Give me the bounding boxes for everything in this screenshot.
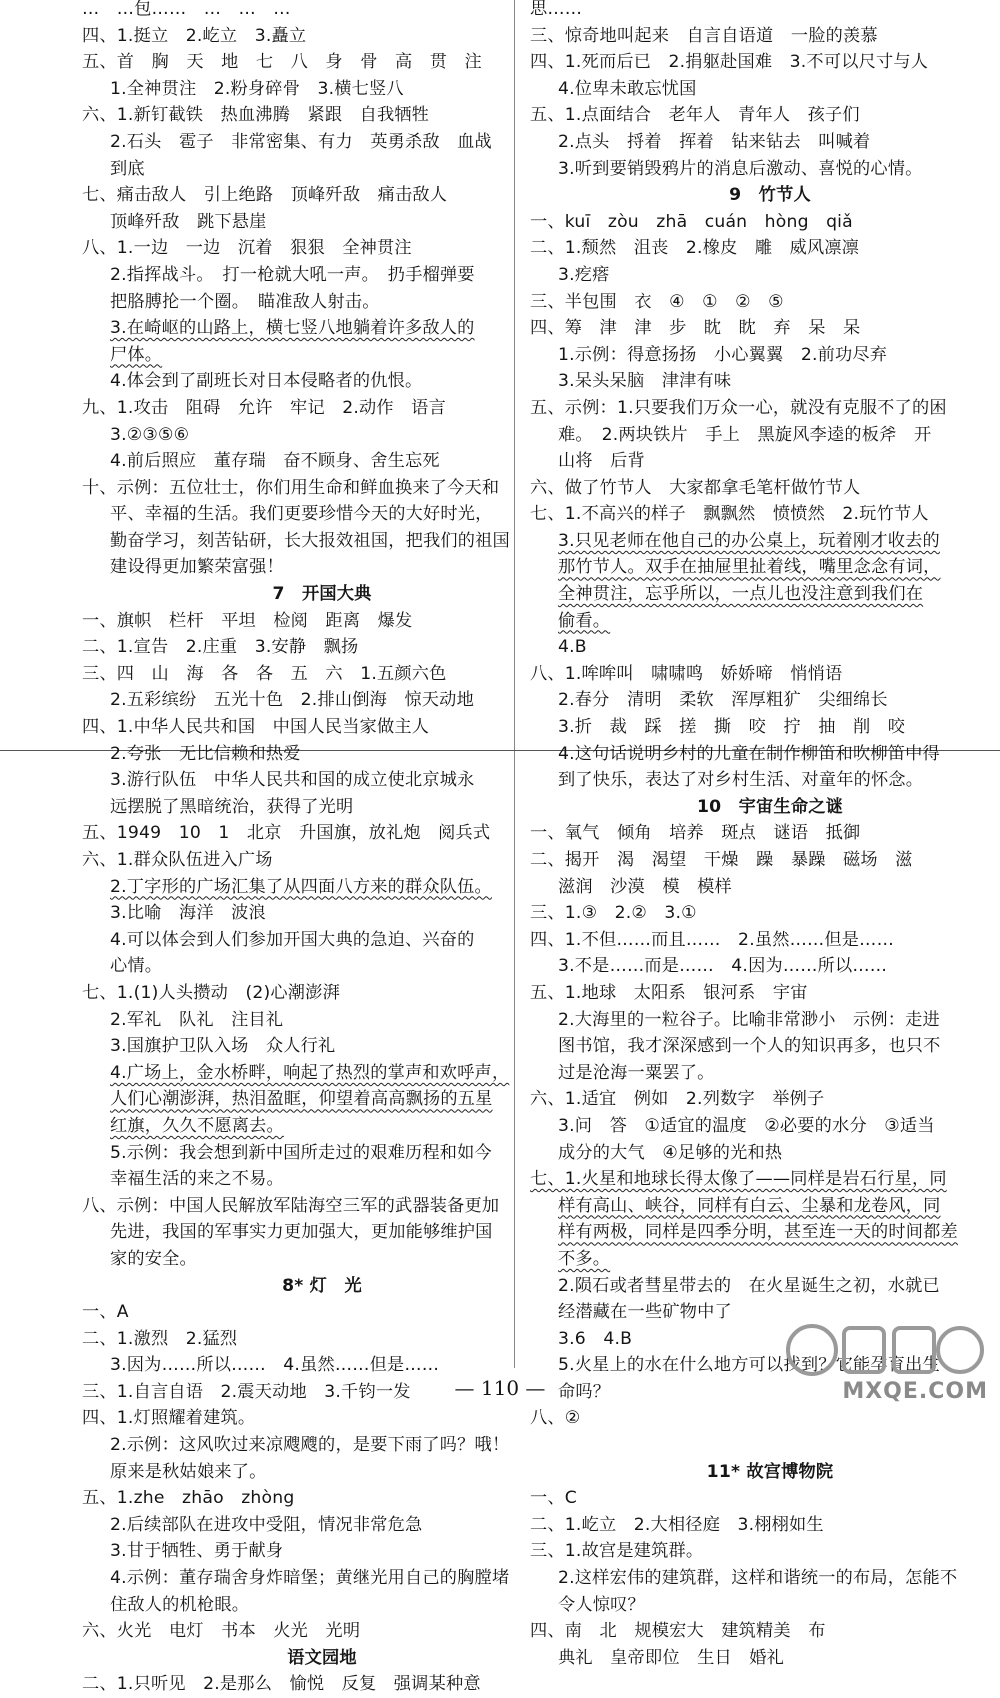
answer-line: 2.大海里的一粒谷子。比喻非常渺小 示例：走进: [558, 1009, 940, 1030]
answer-line: 3.6 4.B: [558, 1328, 633, 1349]
answer-line: 到了快乐，表达了对乡村生活、对童年的怀念。: [558, 770, 924, 791]
answer-line: 原来是秋姑娘来了。: [110, 1461, 267, 1482]
answer-line: 3.不是……而是…… 4.因为……所以……: [558, 956, 888, 977]
answer-line: 3.比喻 海洋 波浪: [110, 903, 266, 924]
answer-line: [530, 1246, 1000, 1273]
left-column: [82, 0, 562, 1698]
answer-line: 一、C: [530, 1488, 577, 1509]
answer-line: 四、筹 津 津 步 眈 眈 弃 呆 呆: [530, 318, 861, 339]
answer-line: 经潜藏在一些矿物中了: [558, 1302, 732, 1323]
answer-line: 2.五彩缤纷 五光十色 2.排山倒海 惊天动地: [110, 690, 474, 711]
answer-line: 二、1.颓然 沮丧 2.橡皮 雕 威风凛凛: [530, 238, 860, 259]
wavy-underlined-answer: 2.丁字形的广场汇集了从四面八方来的群众队伍。: [110, 876, 492, 897]
answer-line: 成分的大气 ④足够的光和热: [558, 1142, 783, 1163]
answer-line: 图书馆，我才深深感到一个人的知识再多，也只不: [558, 1036, 941, 1057]
answer-stamp-icon: [782, 1320, 992, 1380]
answer-line: 5.示例：我会想到新中国所走过的艰难历程和如今: [110, 1142, 492, 1163]
answer-line: 2.点头 捋着 挥着 钻来钻去 叫喊着: [558, 131, 871, 152]
answer-line: 幸福生活的来之不易。: [110, 1169, 284, 1190]
right-column: [530, 0, 1000, 1671]
wavy-underlined-answer: 那竹节人。双手在抽屉里扯着线，嘴里念念有词，: [558, 557, 941, 578]
page-number: — 110 —: [454, 1376, 546, 1400]
wavy-underlined-answer: 4.广场上，金水桥畔，响起了热烈的掌声和欢呼声，: [110, 1062, 510, 1083]
answer-line: [530, 1166, 1000, 1193]
answer-line: 五、示例：1.只要我们万众一心，就没有克服不了的困: [530, 397, 947, 418]
answer-line: 八、②: [530, 1408, 581, 1429]
answer-line: 六、1.群众队伍进入广场: [82, 850, 273, 870]
answer-line: 先进，我国的军事实力更加强大，更加能够维护国: [110, 1222, 493, 1243]
answer-line: 一、A: [82, 1302, 129, 1323]
answer-line: [82, 1060, 562, 1087]
answer-line: 八、1.哞哞叫 啸啸鸣 娇娇啼 悄悄语: [530, 663, 843, 684]
answer-line: 1.全神贯注 2.粉身碎骨 3.横七竖八: [110, 78, 404, 99]
wavy-underlined-answer: 全神贯注，忘乎所以，一点儿也没注意到我们在: [558, 584, 924, 605]
answer-line: 到底: [110, 158, 145, 179]
answer-line: 思……: [530, 0, 583, 19]
answer-line: 3.折 裁 踩 搓 撕 咬 拧 抽 削 咬: [558, 717, 906, 738]
answer-line: 六、1.新钉截铁 热血沸腾 紧跟 自我牺牲: [82, 105, 430, 126]
answer-line: 2.陨石或者彗星带去的 在火星诞生之初，水就已: [558, 1275, 940, 1296]
answer-line: 3.因为……所以…… 4.虽然……但是……: [110, 1355, 440, 1376]
answer-line: 心情。: [110, 956, 163, 977]
answer-line: 4.B: [558, 637, 587, 658]
answer-line: 四、1.灯照耀着建筑。: [82, 1408, 256, 1429]
answer-line: 三、四 山 海 各 各 五 六 1.五颜六色: [82, 663, 447, 684]
answer-line: 命吗？: [558, 1381, 611, 1402]
wavy-underlined-answer: 红旗，久久不愿离去。: [110, 1115, 284, 1136]
answer-line: 2.军礼 队礼 注目礼: [110, 1009, 284, 1030]
wavy-underlined-answer: 不多。: [558, 1248, 611, 1269]
answer-line: 四、1.挺立 2.屹立 3.矗立: [82, 25, 307, 46]
answer-line: 远摆脱了黑暗统治，获得了光明: [110, 796, 354, 817]
answer-line: [530, 608, 1000, 635]
answer-line: 五、1.zhe zhāo zhòng: [82, 1488, 295, 1509]
wavy-underlined-answer: 样有两极，同样是四季分明，甚至连一天的时间都差: [558, 1222, 958, 1243]
answer-line: 2.示例：这风吹过来凉飕飕的，是要下雨了吗？哦！: [110, 1435, 510, 1456]
section-heading: 9 竹节人: [729, 185, 811, 206]
wavy-underlined-answer: 3.只见老师在他自己的办公桌上，玩着刚才收去的: [558, 530, 940, 551]
answer-line: 5.火星上的水在什么地方可以找到？它能孕育出生: [558, 1355, 940, 1376]
answer-line: 四、南 北 规模宏大 建筑精美 布: [530, 1621, 826, 1642]
answer-line: [530, 528, 1000, 555]
answer-line: 2.这样宏伟的建筑群，这样和谐统一的布局，怎能不: [558, 1568, 958, 1589]
answer-line: 3.②③⑤⑥: [110, 424, 190, 445]
answer-line: 勤奋学习，刻苦钻研，长大报效祖国，把我们的祖国: [110, 530, 510, 551]
answer-line: 一、旗帜 栏杆 平坦 检阅 距离 爆发: [82, 610, 413, 631]
answer-line: [530, 581, 1000, 608]
answer-line: 顶峰歼敌 跳下悬崖: [110, 211, 267, 232]
answer-line: 难。 2.两块铁片 手上 黑旋风李逵的板斧 开: [558, 424, 932, 445]
answer-line: 典礼 皇帝即位 生日 婚礼: [558, 1647, 785, 1668]
answer-line: 三、1.自言自语 2.震天动地 3.千钧一发: [82, 1381, 411, 1402]
section-heading: 11* 故宫博物院: [706, 1461, 834, 1482]
answer-line: 五、首 胸 天 地 七 八 身 骨 高 贯 注: [82, 52, 482, 73]
answer-line: 滋润 沙漠 模 模样: [558, 876, 732, 897]
answer-line: 3.问 答 ①适宜的温度 ②必要的水分 ③适当: [558, 1115, 935, 1136]
answer-line: 3.国旗护卫队入场 众人行礼: [110, 1036, 336, 1057]
answer-line: 七、1.(1)人头攒动 (2)心潮澎湃: [82, 982, 340, 1003]
answer-line: 3.甘于牺牲、勇于献身: [110, 1541, 284, 1562]
answer-line: 三、半包围 衣 ④ ① ② ⑤: [530, 291, 784, 312]
answer-line: 3.疙瘩: [558, 264, 610, 285]
answer-line: 五、1.点面结合 老年人 青年人 孩子们: [530, 105, 860, 126]
answer-line: 八、示例：中国人民解放军陆海空三军的武器装备更加: [82, 1195, 500, 1216]
answer-line: 一、kuī zòu zhā cuán hòng qiǎ: [530, 211, 853, 232]
answer-line: 4.前后照应 董存瑞 奋不顾身、舍生忘死: [110, 451, 440, 472]
answer-line: 二、1.激烈 2.猛烈: [82, 1328, 238, 1349]
answer-line: 3.听到要销毁鸦片的消息后激动、喜悦的心情。: [558, 158, 923, 179]
watermark: [782, 1320, 992, 1404]
answer-line: 二、1.宣告 2.庄重 3.安静 飘扬: [82, 637, 359, 658]
section-heading: 7 开国大典: [272, 584, 372, 605]
answer-line: [530, 1432, 1000, 1459]
answer-line: 住敌人的机枪眼。: [110, 1594, 250, 1615]
answer-line: 2.石头 雹子 非常密集、有力 英勇杀敌 血战: [110, 131, 492, 152]
answer-line: 把胳膊抡一个圈。 瞄准敌人射击。: [110, 291, 380, 312]
wavy-underlined-answer: 样有高山、峡谷，同样有白云、尘暴和龙卷风，同: [558, 1195, 941, 1216]
answer-line: 七、1.不高兴的样子 飘飘然 愤愤然 2.玩竹节人: [530, 504, 929, 525]
answer-line: 二、1.屹立 2.大相径庭 3.栩栩如生: [530, 1514, 824, 1535]
answer-line: 五、1.地球 太阳系 银河系 宇宙: [530, 982, 808, 1003]
answer-line: 四、1.死而后已 2.捐躯赴国难 3.不可以尺寸与人: [530, 52, 929, 73]
answer-line: 3.呆头呆脑 津津有味: [558, 371, 732, 392]
wavy-underlined-answer: 3.在崎岖的山路上，横七竖八地躺着许多敌人的: [110, 318, 475, 339]
answer-line: 二、揭开 渴 渴望 干燥 躁 暴躁 磁场 滋: [530, 850, 913, 870]
wavy-underlined-answer: 尸体。: [110, 344, 163, 365]
answer-line: 4.位卑未敢忘忧国: [558, 78, 697, 99]
answer-line: 五、1949 10 1 北京 升国旗，放礼炮 阅兵式: [82, 823, 491, 844]
answer-line: [82, 874, 562, 901]
answer-line: 八、1.一边 一边 沉着 狠狠 全神贯注: [82, 238, 412, 259]
answer-line: 山将 后背: [558, 451, 645, 472]
answer-line: 三、1.故宫是建筑群。: [530, 1541, 704, 1562]
answer-line: 3.游行队伍 中华人民共和国的成立使北京城永: [110, 770, 475, 791]
answer-line: 三、1.③ 2.② 3.①: [530, 903, 697, 924]
answer-line: [530, 554, 1000, 581]
answer-line: 四、1.中华人民共和国 中国人民当家做主人: [82, 717, 430, 738]
answer-line: 二、1.只听见 2.是那么 愉悦 反复 强调某种意: [82, 1674, 481, 1695]
wavy-underlined-answer: 七、1.火星和地球长得太像了——同样是岩石行星，同: [530, 1169, 947, 1190]
answer-line: [82, 1086, 562, 1113]
answer-line: 四、1.不但……而且…… 2.虽然……但是……: [530, 929, 894, 950]
answer-line: 七、痛击敌人 引上绝路 顶峰歼敌 痛击敌人: [82, 185, 448, 206]
wavy-underlined-answer: 偷看。: [558, 610, 611, 631]
answer-line: 2.夸张 无比信赖和热爱: [110, 743, 301, 764]
watermark-text: MXQE.COM: [842, 1379, 988, 1404]
answer-line: 家的安全。: [110, 1248, 197, 1269]
answer-line: 4.体会到了副班长对日本侵略者的仇恨。: [110, 371, 423, 392]
answer-line: [530, 1219, 1000, 1246]
answer-line: 2.指挥战斗。 打一枪就大吼一声。 扔手榴弹要: [110, 264, 475, 285]
answer-line: [82, 342, 562, 369]
answer-line: 一、氧气 倾角 培养 斑点 谜语 抵御: [530, 823, 861, 844]
answer-line: 2.后续部队在进攻中受阻，情况非常危急: [110, 1514, 423, 1535]
answer-line: [530, 1193, 1000, 1220]
answer-line: 六、1.适宜 例如 2.列数字 举例子: [530, 1089, 825, 1110]
answer-line: 六、火光 电灯 书本 火光 光明: [82, 1621, 361, 1642]
answer-line: [82, 1113, 562, 1140]
answer-line: … …包…… … … …: [82, 0, 291, 19]
section-heading: 语文园地: [287, 1647, 357, 1668]
answer-line: 令人惊叹？: [558, 1594, 645, 1615]
answer-line: 4.示例：董存瑞舍身炸暗堡；黄继光用自己的胸膛堵: [110, 1568, 510, 1589]
answer-line: 过是沧海一粟罢了。: [558, 1062, 715, 1083]
section-heading: 8* 灯 光: [282, 1275, 362, 1296]
answer-line: 4.这句话说明乡村的儿童在制作柳笛和吹柳笛中得: [558, 743, 940, 764]
answer-line: 十、示例：五位壮士，你们用生命和鲜血换来了今天和: [82, 477, 500, 498]
answer-line: 2.春分 清明 柔软 浑厚粗犷 尖细绵长: [558, 690, 888, 711]
answer-line: 三、惊奇地叫起来 自言自语道 一脸的羡慕: [530, 25, 878, 46]
section-heading: 10 宇宙生命之谜: [696, 796, 844, 817]
answer-line: 1.示例：得意扬扬 小心翼翼 2.前功尽弃: [558, 344, 888, 365]
answer-line: 平、幸福的生活。我们更要珍惜今天的大好时光，: [110, 504, 493, 525]
wavy-underlined-answer: 人们心潮澎湃，热泪盈眶，仰望着高高飘扬的五星: [110, 1089, 493, 1110]
answer-line: 建设得更加繁荣富强！: [110, 557, 284, 578]
answer-line: [82, 315, 562, 342]
answer-line: 九、1.攻击 阻碍 允许 牢记 2.动作 语言: [82, 397, 446, 418]
answer-line: 4.可以体会到人们参加开国大典的急迫、兴奋的: [110, 929, 475, 950]
answer-line: 六、做了竹节人 大家都拿毛笔杆做竹节人: [530, 477, 861, 498]
